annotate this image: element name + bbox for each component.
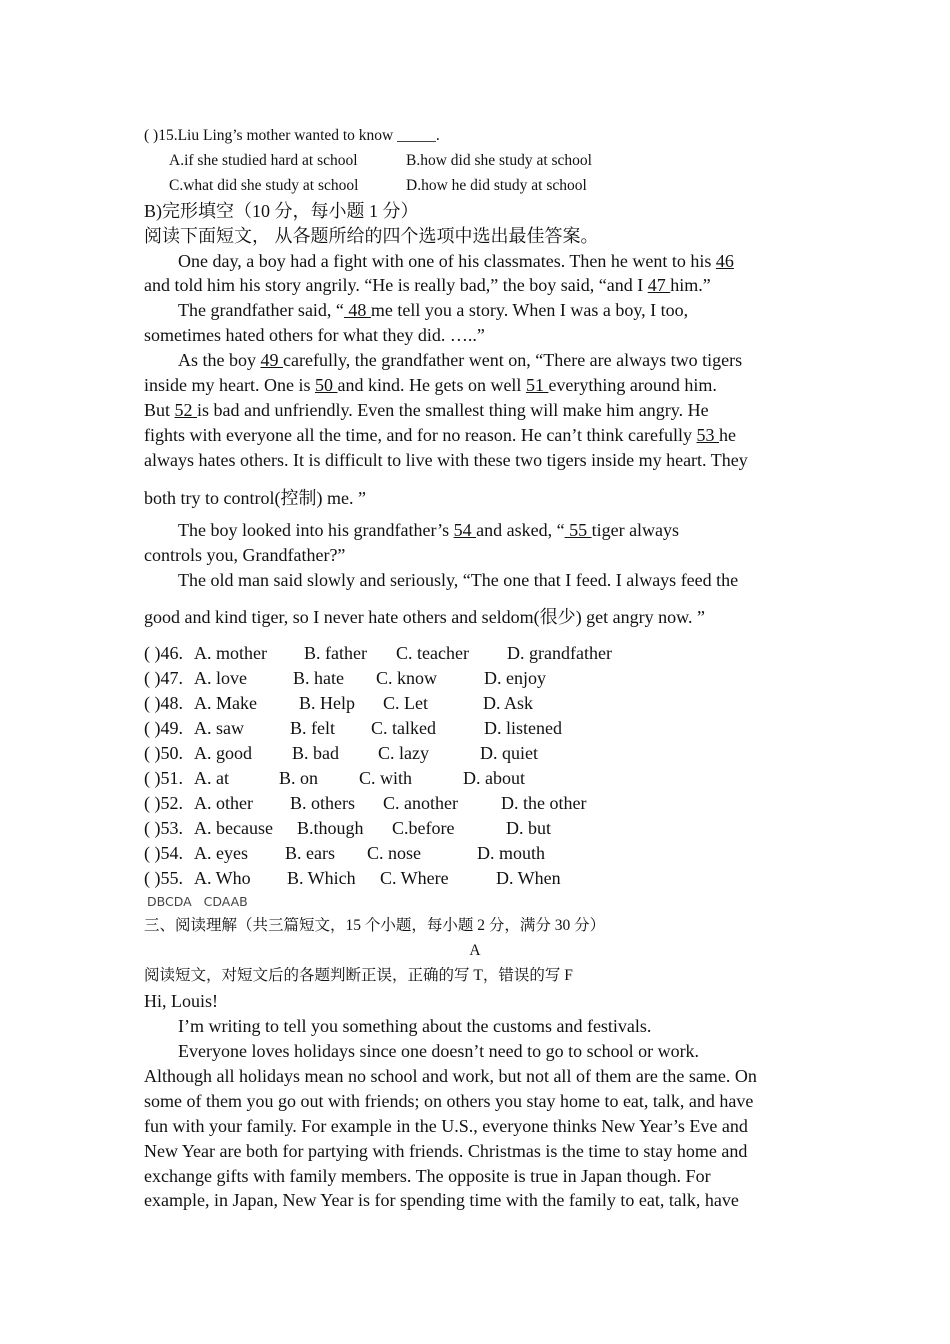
option-c: C. know bbox=[376, 668, 438, 689]
option-c: C. Let bbox=[383, 693, 428, 714]
option-b: B. ears bbox=[285, 842, 335, 863]
blank-54: 54 bbox=[453, 519, 477, 540]
option-a: A. other bbox=[194, 792, 253, 813]
cloze-paragraph-line bbox=[144, 423, 806, 448]
text-span: fights with everyone all the time, and for no reason. He can’t think carefully bbox=[144, 424, 697, 445]
option-a: A. mother bbox=[194, 643, 267, 664]
text-span: ) me. ” bbox=[316, 487, 366, 508]
passage-line: Everyone loves holidays since one doesn’t need to go to school or work. bbox=[178, 1041, 700, 1061]
option-a: A. Who bbox=[194, 867, 251, 888]
option-b: B. Which bbox=[287, 867, 356, 888]
option-d: D. Ask bbox=[483, 693, 534, 714]
option-d: D. but bbox=[506, 817, 551, 838]
option-d: D. When bbox=[496, 867, 561, 888]
option-b: B. bad bbox=[292, 743, 339, 764]
text-span: him.” bbox=[670, 275, 711, 296]
question-row bbox=[144, 691, 806, 716]
blank-50: 50 bbox=[314, 375, 338, 396]
cloze-paragraph-line bbox=[144, 373, 806, 398]
option-d: D. quiet bbox=[480, 743, 538, 764]
reading-instruction: 阅读短文，对短文后的各题判断正误，正确的写 T，错误的写 F bbox=[144, 967, 573, 985]
question-row bbox=[144, 841, 806, 866]
text-span: ) get angry now. ” bbox=[575, 607, 705, 628]
text-span: carefully, the grandfather went on, “There are always two tigers bbox=[283, 350, 743, 371]
option-d: D. listened bbox=[484, 718, 562, 739]
question-15-stem: ( )15.Liu Ling’s mother wanted to know _____. bbox=[144, 127, 440, 144]
question-row bbox=[144, 766, 806, 791]
passage-line: some of them you go out with friends; on others you stay home to eat, talk, and have bbox=[144, 1090, 754, 1111]
cloze-paragraph-line bbox=[144, 479, 806, 518]
blank-47: 47 bbox=[647, 275, 671, 296]
text-span: But bbox=[144, 399, 175, 420]
chinese-gloss: 控制 bbox=[280, 487, 317, 509]
question-15-options-row-1 bbox=[144, 149, 806, 174]
blank-51: 51 bbox=[525, 375, 549, 396]
option-a: A.if she studied hard at school bbox=[169, 151, 358, 169]
option-c: C.what did she study at school bbox=[169, 176, 359, 194]
text-span: and kind. He gets on well bbox=[337, 375, 526, 396]
option-c: C. lazy bbox=[378, 743, 429, 764]
question-row bbox=[144, 741, 806, 766]
question-number: ( )50. bbox=[144, 743, 183, 764]
question-row bbox=[144, 716, 806, 741]
question-row bbox=[144, 641, 806, 666]
option-c: C. talked bbox=[371, 718, 436, 739]
answer-key: DBCDA CDAAB bbox=[147, 894, 248, 910]
passage-line: I’m writing to tell you something about the customs and festivals. bbox=[178, 1016, 652, 1037]
option-b: B. hate bbox=[293, 668, 344, 689]
question-list bbox=[144, 641, 806, 890]
option-c: C.before bbox=[392, 817, 455, 838]
text-span: and asked, “ bbox=[476, 519, 565, 540]
option-c: C. teacher bbox=[396, 643, 469, 664]
cloze-paragraph-line bbox=[144, 249, 806, 274]
cloze-paragraph-line: sometimes hated others for what they did. …..” bbox=[144, 325, 485, 346]
option-b: B. Help bbox=[299, 693, 355, 714]
passage-line: exchange gifts with family members. The opposite is true in Japan though. For bbox=[144, 1165, 711, 1186]
question-row bbox=[144, 791, 806, 816]
cloze-paragraph-line bbox=[144, 518, 806, 543]
option-b: B.how did she study at school bbox=[406, 151, 592, 169]
passage-line: New Year are both for partying with friends. Christmas is the time to stay home and bbox=[144, 1140, 748, 1161]
text-span: me tell you a story. When I was a boy, I too, bbox=[370, 300, 689, 321]
question-number: ( )48. bbox=[144, 693, 183, 714]
cloze-paragraph-line: controls you, Grandfather?” bbox=[144, 544, 346, 565]
option-d: D. the other bbox=[501, 792, 587, 813]
question-number: ( )46. bbox=[144, 643, 183, 664]
option-a: A. Make bbox=[194, 693, 257, 714]
question-row bbox=[144, 866, 806, 891]
cloze-paragraph-line bbox=[144, 598, 806, 637]
cloze-heading: B)完形填空（10 分，每小题 1 分） bbox=[144, 200, 419, 221]
document-page bbox=[144, 124, 806, 1213]
text-span: inside my heart. One is bbox=[144, 375, 315, 396]
option-a: A. eyes bbox=[194, 842, 248, 863]
blank-48: 48 bbox=[343, 300, 371, 321]
text-span: tiger always bbox=[591, 519, 680, 540]
text-span: The grandfather said, “ bbox=[178, 300, 344, 321]
option-d: D. mouth bbox=[477, 842, 546, 863]
question-number: ( )55. bbox=[144, 867, 183, 888]
option-d: D. about bbox=[463, 767, 525, 788]
cloze-paragraph-line bbox=[144, 398, 806, 423]
option-b: B. on bbox=[279, 767, 319, 788]
passage-line: fun with your family. For example in the U.S., everyone thinks New Year’s Eve and bbox=[144, 1115, 748, 1136]
question-row bbox=[144, 666, 806, 691]
option-d: D.how he did study at school bbox=[406, 176, 587, 194]
reading-heading: 三、阅读理解（共三篇短文，15 个小题，每小题 2 分，满分 30 分） bbox=[144, 917, 606, 935]
cloze-paragraph-line bbox=[144, 273, 806, 298]
option-b: B. felt bbox=[290, 718, 335, 739]
option-a: A. love bbox=[194, 668, 247, 689]
blank-49: 49 bbox=[260, 350, 283, 371]
cloze-paragraph-line bbox=[144, 298, 806, 323]
cloze-paragraph-line bbox=[144, 348, 806, 373]
option-a: A. good bbox=[194, 743, 252, 764]
text-span: As the boy bbox=[178, 350, 261, 371]
text-span: everything around him. bbox=[548, 375, 717, 396]
question-number: ( )53. bbox=[144, 817, 183, 838]
reading-section-label: A bbox=[469, 942, 481, 960]
option-c: C. another bbox=[383, 792, 458, 813]
passage-line: Although all holidays mean no school and work, but not all of them are the same. On bbox=[144, 1065, 757, 1086]
option-a: A. because bbox=[194, 817, 273, 838]
blank-55: 55 bbox=[564, 519, 592, 540]
passage-line: example, in Japan, New Year is for spending time with the family to eat, talk, have bbox=[144, 1190, 739, 1211]
text-span: and told him his story angrily. “He is really bad,” the boy said, “and I bbox=[144, 275, 648, 296]
option-b: B.though bbox=[297, 817, 364, 838]
option-a: A. saw bbox=[194, 718, 244, 739]
text-span: One day, a boy had a fight with one of his classmates. Then he went to his bbox=[178, 250, 716, 271]
question-15-options-row-2 bbox=[144, 174, 806, 199]
text-span: he bbox=[719, 424, 736, 445]
question-row bbox=[144, 816, 806, 841]
option-c: C. nose bbox=[367, 842, 421, 863]
option-d: D. enjoy bbox=[484, 668, 546, 689]
text-span: good and kind tiger, so I never hate others and seldom( bbox=[144, 607, 540, 628]
blank-46: 46 bbox=[715, 250, 734, 271]
option-a: A. at bbox=[194, 767, 229, 788]
cloze-paragraph-line: The old man said slowly and seriously, “The one that I feed. I always feed the bbox=[178, 569, 739, 590]
letter-greeting: Hi, Louis! bbox=[144, 991, 218, 1012]
question-number: ( )47. bbox=[144, 668, 183, 689]
option-c: C. Where bbox=[380, 867, 449, 888]
question-number: ( )51. bbox=[144, 767, 183, 788]
blank-52: 52 bbox=[174, 399, 198, 420]
option-b: B. father bbox=[304, 643, 367, 664]
question-number: ( )54. bbox=[144, 842, 183, 863]
chinese-gloss: 很少 bbox=[539, 607, 576, 629]
question-number: ( )52. bbox=[144, 792, 183, 813]
cloze-paragraph-line: always hates others. It is difficult to live with these two tigers inside my heart. They bbox=[144, 449, 748, 470]
option-b: B. others bbox=[290, 792, 355, 813]
text-span: The boy looked into his grandfather’s bbox=[178, 519, 454, 540]
text-span: is bad and unfriendly. Even the smallest thing will make him angry. He bbox=[197, 399, 709, 420]
option-c: C. with bbox=[359, 767, 413, 788]
blank-53: 53 bbox=[696, 424, 719, 445]
option-d: D. grandfather bbox=[507, 643, 612, 664]
text-span: both try to control( bbox=[144, 487, 281, 508]
cloze-instruction: 阅读下面短文， 从各题所给的四个选项中选出最佳答案。 bbox=[144, 225, 599, 246]
question-number: ( )49. bbox=[144, 718, 183, 739]
